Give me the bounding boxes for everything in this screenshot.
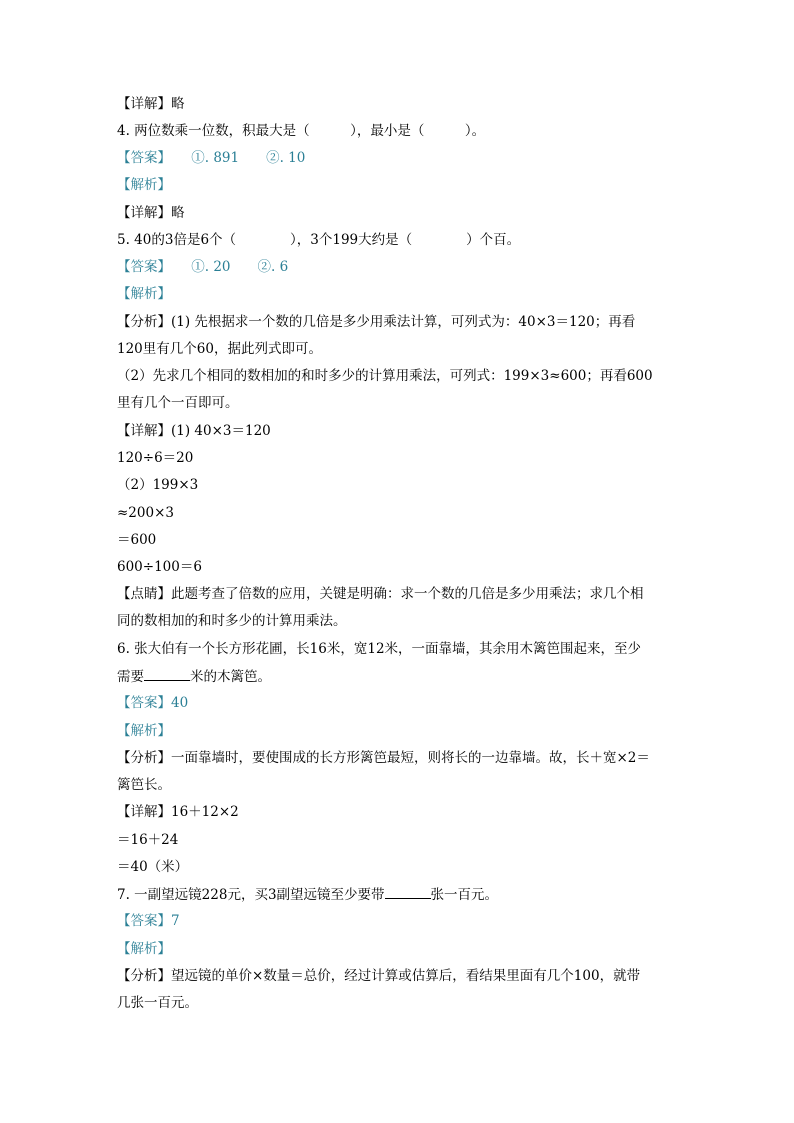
- q6-question-line-2: [117, 666, 271, 687]
- answer-blank: [144, 666, 190, 681]
- q5-detail-line-6: 600÷100＝6: [117, 559, 202, 575]
- q6-detail-line-1: 【详解】16＋12×2: [117, 804, 239, 820]
- q6-analysis-label: 【解析】: [117, 723, 171, 739]
- q4-analysis-label: 【解析】: [117, 177, 171, 193]
- q5-answer: 【答案】 ①. 20 ②. 6: [117, 259, 289, 275]
- q4-answer: 【答案】 ①. 891 ②. 10: [117, 150, 306, 166]
- q7-analysis-line-1: 【分析】望远镜的单价×数量＝总价，经过计算或估算后，看结果里面有几个100，就带: [117, 968, 641, 984]
- q5-comment-line-1: 【点睛】此题考查了倍数的应用，关键是明确：求一个数的几倍是多少用乘法；求几个相: [117, 586, 644, 602]
- q4-detail-line: 【详解】略: [117, 205, 185, 221]
- q3-detail-line: 【详解】略: [117, 96, 185, 112]
- q6-question-prefix: 需要: [117, 669, 144, 685]
- answer-blank: [385, 884, 431, 899]
- q5-detail-line-1: 【详解】(1) 40×3＝120: [117, 423, 271, 439]
- q6-detail-line-2: ＝16＋24: [117, 832, 179, 848]
- q7-question: [117, 884, 498, 905]
- q6-detail-line-3: ＝40（米）: [117, 859, 189, 875]
- q5-comment-line-2: 同的数相加的和时多少的计算用乘法。: [117, 613, 347, 629]
- q7-question-suffix: 张一百元。: [430, 887, 499, 903]
- q5-analysis-line-2: 120里有几个60，据此列式即可。: [117, 341, 322, 357]
- q7-analysis-label: 【解析】: [117, 941, 171, 957]
- q7-analysis-line-2: 几张一百元。: [117, 995, 198, 1011]
- q7-answer: 【答案】7: [117, 913, 180, 929]
- q4-question: 4. 两位数乘一位数，积最大是（ ），最小是（ ）。: [117, 123, 486, 139]
- q6-analysis-line-2: 篱笆长。: [117, 777, 171, 793]
- q5-question: 5. 40的3倍是6个（ ），3个199大约是（ ）个百。: [117, 232, 521, 248]
- q5-detail-line-2: 120÷6＝20: [117, 450, 194, 466]
- q6-question-suffix: 米的木篱笆。: [190, 669, 271, 685]
- q6-question-line-1: 6. 张大伯有一个长方形花圃，长16米，宽12米，一面靠墙，其余用木篱笆围起来，至少: [117, 641, 642, 657]
- q5-detail-line-3: （2）199×3: [117, 477, 199, 493]
- q6-analysis-line-1: 【分析】一面靠墙时，要使围成的长方形篱笆最短，则将长的一边靠墙。故，长＋宽×2＝: [117, 750, 650, 766]
- q6-answer: 【答案】40: [117, 695, 189, 711]
- q5-analysis-label: 【解析】: [117, 286, 171, 302]
- q5-analysis-line-4: 里有几个一百即可。: [117, 395, 239, 411]
- q5-detail-line-4: ≈200×3: [117, 505, 174, 521]
- q5-analysis-line-3: （2）先求几个相同的数相加的和时多少的计算用乘法，可列式：199×3≈600；再看600: [117, 368, 653, 384]
- q7-question-prefix: 7. 一副望远镜228元，买3副望远镜至少要带: [117, 887, 385, 903]
- q5-detail-line-5: ＝600: [117, 532, 157, 548]
- q5-analysis-line-1: 【分析】(1) 先根据求一个数的几倍是多少用乘法计算，可列式为：40×3＝120；再看: [117, 314, 636, 330]
